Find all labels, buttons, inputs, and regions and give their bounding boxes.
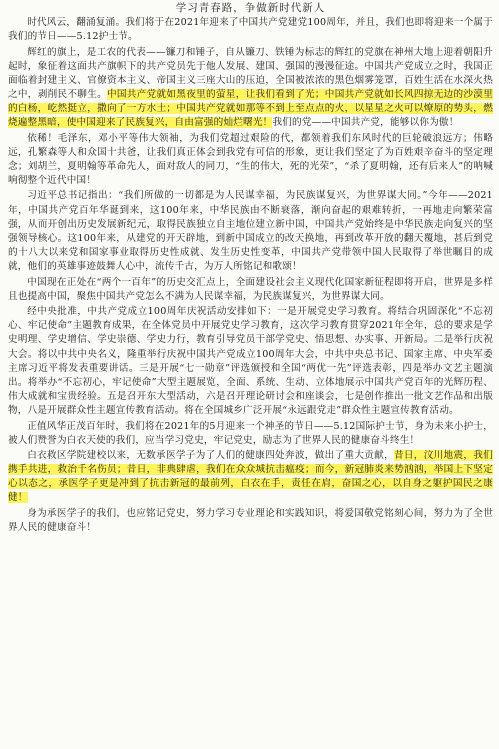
paragraph [8, 420, 493, 448]
paragraph [8, 189, 493, 274]
paragraph [8, 305, 493, 418]
paragraph-text: 经中央批准，中共产党成立100周年庆祝活动安排如下：一是开展党史学习教育。将结合巩固深化“不忘初心、牢记使命”主题教育成果，在全体党员中开展党史学习教育，这次学习教育贯穿2021年全年，总的要求是学史明理、学史增信、学史崇德、学史力行，教育引导党员干部学党史、悟思想、办实事、开新局。二是举行庆祝大会。将以中共中央名义，隆重举行庆祝中国共产党成立100周年大会，中共中央总书记、国家主席、中央军委主席习近平将发表重要讲话。三是开展“七一勋章”评选颁授和全国“两优一先”评选表彰，四是举办文艺主题演出。将举办“不忘初心，牢记使命”大型主题展览，全面、系统、生动、立体地展示中国共产党百年的光辉历程、伟大成就和宝贵经验。五是召开东大型活动，六是召开理论研讨会和座谈会，七是创作推出一批文艺作品和出版物，八是开展群众性主题宣传教育活动。将在全国城乡广泛开展“永远跟党走”群众性主题宣传教育活动。 [8, 306, 493, 417]
paragraph-text: 习近平总书记指出：“我们所做的一切都是为人民谋幸福，为民族谋复兴，为世界谋大同。”今年——2021年，中国共产党百年华诞到来，这100年来，中华民族由不断衰落，渐向奋起的艰难转折，一再地走向繁荣富强，从而开创出历史发展新纪元，取得民族独立自主地位建立新中国，中国共产党始终是中华民族走向复兴的坚强领导核心。这100年来，从建党的开天辟地，到新中国成立的改天换地，再到改革开放的翻天覆地，甚后到党的十八大以来党和国家事业取得历史性成就、发生历史性变革，中国共产党带领中国人民取得了举世瞩目的成就，他们的英雄事迹鼓舞人心中，流传千古，为万人所铭记和歌颂！ [8, 190, 493, 273]
paragraph-text: 身为承医学子的我们，也应铭记党史，努力学习专业理论和实践知识，将爱国敬党铭刻心间，努力为了全世界人民的健康奋斗！ [8, 507, 493, 533]
paragraph [8, 132, 493, 189]
paragraph-text: 我们的党——中国共产党，能够以你为傲！ [272, 117, 459, 129]
paragraph-text: 依稀！毛泽东，邓小平等伟大领袖，为我们党超过艰险的代，都领着我们东风时代的巨轮破浪远方；伟略远，孔繁森等人和众国十共爸，让我们真正体会到我党有可信的形象，更让我们坚定了为百姓艰辛奋斗的坚定理念；刘胡兰，夏明翰等革命先人，面对敌人的同刀，“生的伟大，死的光荣”，“杀了夏明翰，还有后来人”的呐喊响彻整个近代中国！ [8, 132, 493, 187]
document-body [8, 16, 493, 535]
paragraph-text: 正值风华正茂百年时，我们将在2021年的5月迎来一个神圣的节日——5.12国际护士节，身为未来小护士，被人们赞誉为白衣天使的我们，应当学习党史，牢记党史，励志为了世界人民的健康奋斗终生！ [8, 420, 493, 446]
paragraph-text: 白衣救区学院建校以来，无数承医学子为了人们的健康四处奔波，做出了重大贡献， [27, 450, 394, 461]
paragraph-text: 中国现在正处在“两个一百年”的历史交汇点上，全面建设社会主义现代化国家新征程即将开启，世界是多样且也提高中国，聚焦中国共产党怎么不满为人民谋幸福，为民族谋复兴，为世界谋大同。 [8, 276, 493, 302]
paragraph [8, 507, 493, 535]
highlighted-text: 昔日，汶川地震，我们携手共进，救治千名伤员；昔日，非典肆虐，我们在众众城抗击瘟疫；而今，新冠肺炎来势汹汹，举国上下坚定心以态之，承医学子更是冲到了抗击新冠的最前列，白衣在手，责任在肩，奋国之心，以自身之躯护国民之康健！ [8, 450, 493, 504]
paragraph [8, 16, 493, 44]
paragraph [8, 276, 493, 304]
highlighted-text: 中国共产党就如黑夜里的萤星，让我们看到了光；中国共产党就如长风四掠无边的沙漠里的白杨，屹然挺立，撒向了一方水土；中国共产党就如那等不到上至点点的火，以星星之火可以燎原的势头，燃烧遍整黑暗，使中国迎来了民族复兴，自由富强的灿烂曙光！ [8, 88, 493, 129]
paragraph-text: 时代风云，翻涌复涌。我们将于在2021年迎来了中国共产党建党100周年，并且，我们也即将迎来一个属于我们的节日——5.12护士节。 [8, 17, 493, 43]
page-title: 学习青春路，争做新时代新人 [175, 2, 326, 14]
paragraph-text: 辉红的旗上，是工农的代表——镰刀和锤子，自从镰刀、铁锤为标志的辉红的党旗在神州大地上迎着朝阳升起时，象征着这面共产旗帜下的共产党员先于他人发展、建国、强国的漫漫征途。中国共产党成立之时，我国正面临着封建主义、官僚资本主义、帝国主义三座大山的压迫，全国被浓浓的黑色烟雾笼罩，百姓生活在水深火热之中，剥削民不聊生。 [8, 46, 493, 100]
paragraph [8, 449, 493, 506]
paragraph [8, 46, 493, 131]
